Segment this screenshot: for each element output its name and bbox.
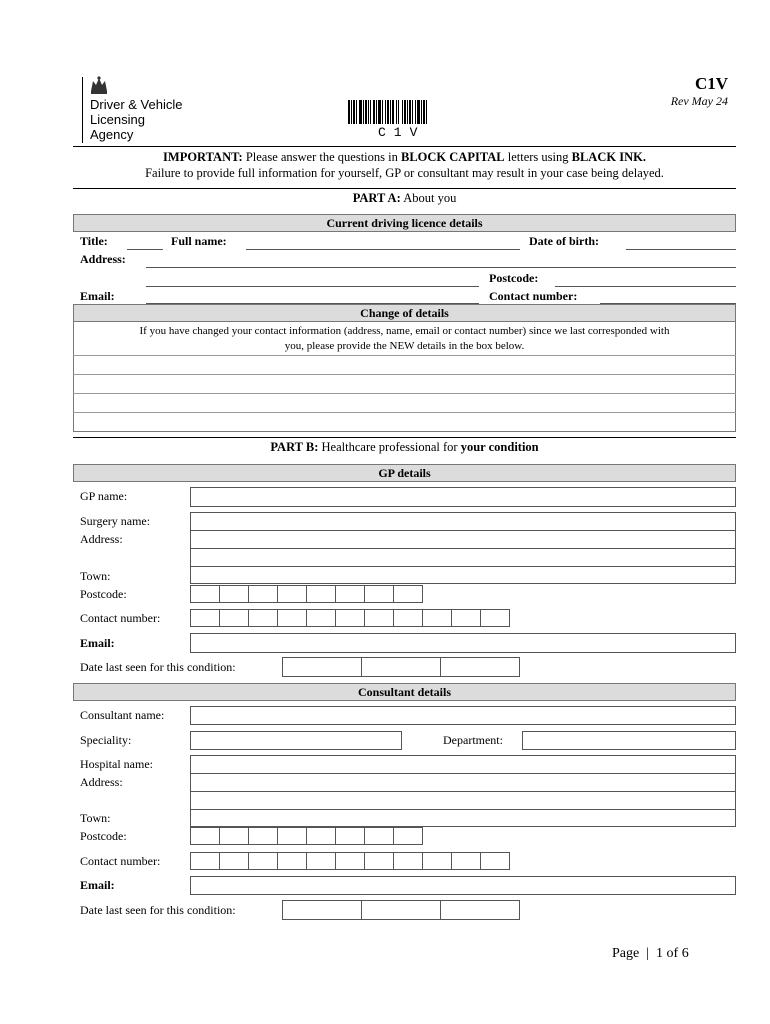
address-field-line2[interactable]	[146, 286, 479, 287]
email-label: Email:	[80, 289, 115, 303]
hospital-line-1	[190, 773, 736, 774]
consultant-name-input[interactable]	[190, 706, 736, 725]
change-line-2[interactable]	[73, 374, 736, 375]
hospital-name-label: Hospital name:	[80, 757, 153, 771]
full-name-label: Full name:	[171, 234, 227, 248]
change-details-heading: Change of details	[73, 304, 736, 322]
contact-number-label: Contact number:	[489, 289, 578, 303]
agency-logo-rule	[82, 77, 83, 143]
agency-name	[90, 97, 182, 142]
part-a-label: PART A:	[352, 191, 401, 205]
speciality-label: Speciality:	[80, 733, 132, 747]
surgery-line-2	[190, 548, 736, 549]
barcode	[348, 100, 474, 124]
notice-text-a: Please answer the questions in	[245, 150, 398, 164]
gp-address-label: Address:	[80, 532, 123, 546]
gp-email-label: Email:	[80, 636, 115, 650]
form-code: C1V	[694, 74, 728, 93]
notice-text-b: BLOCK CAPITAL	[401, 150, 505, 164]
department-label: Department:	[443, 733, 503, 747]
surgery-line-3	[190, 566, 736, 567]
change-line-4[interactable]	[73, 412, 736, 413]
consultant-details-heading: Consultant details	[73, 683, 736, 701]
licence-details-heading: Current driving licence details	[73, 214, 736, 232]
notice	[73, 149, 736, 181]
part-b-title: Healthcare professional for	[321, 440, 458, 454]
surgery-line-1	[190, 530, 736, 531]
postcode-label: Postcode:	[489, 271, 539, 285]
consultant-contact-label: Contact number:	[80, 854, 161, 868]
gp-name-label: GP name:	[80, 489, 128, 503]
agency-name-line3: Agency	[90, 127, 134, 142]
consultant-postcode-cells[interactable]	[190, 827, 422, 845]
notice-text-d: BLACK INK.	[571, 150, 646, 164]
agency-name-line1: Driver & Vehicle	[90, 97, 183, 112]
address-label: Address:	[80, 252, 126, 266]
consultant-date-seen-label: Date last seen for this condition:	[80, 903, 236, 917]
gp-date-seen-label: Date last seen for this condition:	[80, 660, 236, 674]
gp-postcode-label: Postcode:	[80, 587, 127, 601]
full-name-field[interactable]	[246, 249, 520, 250]
important-label: IMPORTANT:	[163, 150, 243, 164]
surgery-name-label: Surgery name:	[80, 514, 151, 528]
consultant-email-input[interactable]	[190, 876, 736, 895]
department-input[interactable]	[522, 731, 736, 750]
address-field-line1[interactable]	[146, 267, 736, 268]
consultant-date-seen-cells[interactable]	[282, 900, 519, 920]
postcode-field[interactable]	[555, 286, 736, 287]
consultant-town-label: Town:	[80, 811, 111, 825]
page-number	[612, 946, 689, 962]
consultant-address-label: Address:	[80, 775, 123, 789]
barcode-text: C1V	[378, 125, 426, 140]
hospital-line-3	[190, 809, 736, 810]
title-label: Title:	[80, 234, 108, 248]
change-text-line2: you, please provide the NEW details in the box below.	[284, 340, 525, 352]
agency-name-line2: Licensing	[90, 112, 145, 127]
gp-details-heading: GP details	[73, 464, 736, 482]
crest-icon	[88, 75, 110, 95]
consultant-contact-cells[interactable]	[190, 852, 509, 870]
page-value: 1 of 6	[656, 946, 689, 961]
change-line-1[interactable]	[73, 355, 736, 356]
consultant-postcode-label: Postcode:	[80, 829, 127, 843]
page-separator: |	[642, 946, 653, 961]
gp-contact-label: Contact number:	[80, 611, 161, 625]
part-a-title: About you	[403, 191, 457, 205]
notice-line2: Failure to provide full information for yourself, GP or consultant may result in your case being delayed.	[145, 166, 664, 180]
change-details-text	[73, 324, 736, 354]
part-b-title-bold: your condition	[460, 440, 539, 454]
part-b-label: PART B:	[270, 440, 319, 454]
notice-text-c: letters using	[507, 150, 569, 164]
dob-field[interactable]	[626, 249, 736, 250]
revision: Rev May 24	[670, 94, 728, 108]
consultant-name-label: Consultant name:	[80, 708, 165, 722]
dob-label: Date of birth:	[529, 234, 599, 248]
part-a-heading	[73, 191, 736, 206]
title-field[interactable]	[127, 249, 163, 250]
part-b-rule	[73, 437, 736, 438]
gp-postcode-cells[interactable]	[190, 585, 422, 603]
part-b-heading	[73, 440, 736, 455]
hospital-line-2	[190, 791, 736, 792]
gp-name-input[interactable]	[190, 487, 736, 507]
part-a-rule	[73, 188, 736, 189]
gp-email-input[interactable]	[190, 633, 736, 653]
gp-town-label: Town:	[80, 569, 111, 583]
page-label: Page	[612, 946, 640, 961]
change-line-3[interactable]	[73, 393, 736, 394]
change-text-line1: If you have changed your contact information (address, name, email or contact number) since we last corresponded with	[139, 325, 670, 337]
gp-date-seen-cells[interactable]	[282, 657, 519, 677]
gp-contact-cells[interactable]	[190, 609, 509, 627]
speciality-input[interactable]	[190, 731, 402, 750]
consultant-email-label: Email:	[80, 878, 115, 892]
header-rule	[73, 146, 736, 147]
